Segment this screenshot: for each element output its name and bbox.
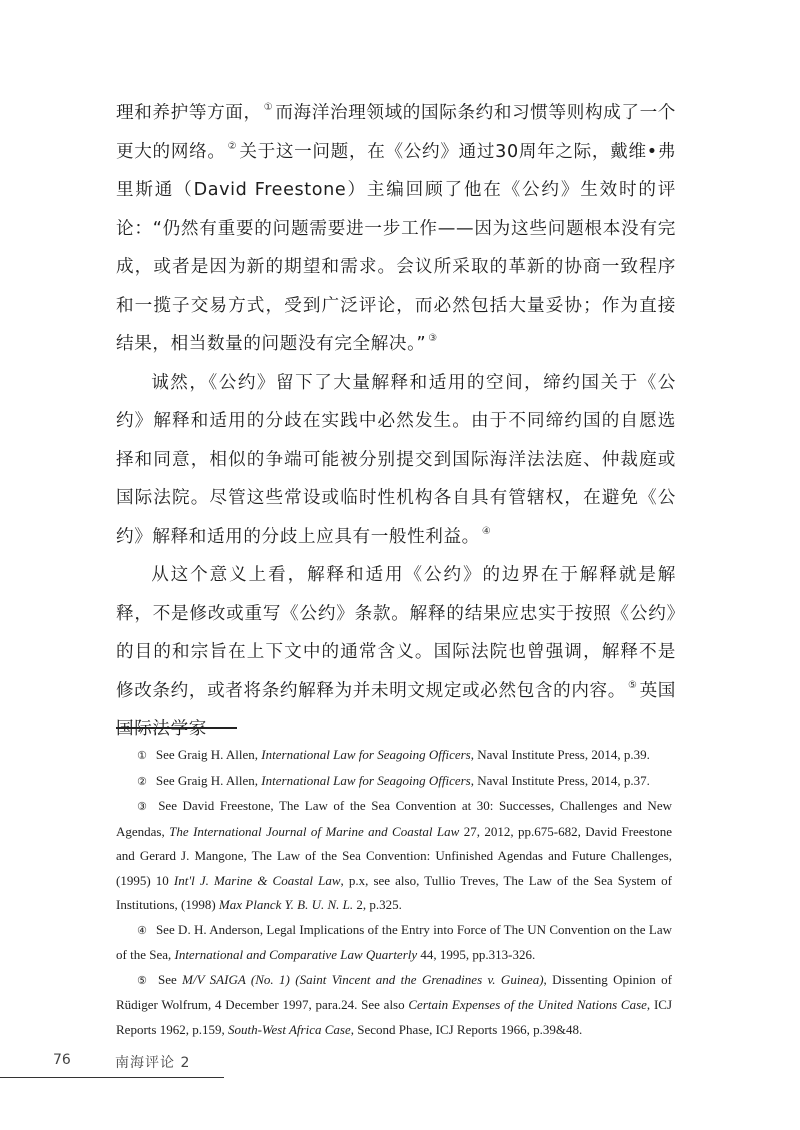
footnote-title: Int'l J. Marine & Coastal Law (173, 872, 341, 888)
footnote-mark: ④ (137, 923, 147, 937)
footnote-text: , p.x, see also, Tullio Treves, The Law of the Sea System of Institutions, (1998) (116, 872, 672, 912)
footnote-text: See D. H. Anderson, Legal Implications of the Entry into Force of The UN Convention on the Law of the Sea, (116, 921, 672, 962)
body-text (116, 94, 676, 749)
footnote-text: , ICJ Reports 1962, p.159, (116, 997, 672, 1037)
footnote-text: , Second Phase, ICJ Reports 1966, p.39&48. (350, 1021, 583, 1037)
footnote-title: South-West Africa Case (227, 1021, 351, 1037)
footnote-title: International and Comparative Law Quarterly (174, 947, 418, 962)
page-number: 76 (53, 1052, 71, 1068)
footnote-title: Certain Expenses of the United Nations Case (408, 997, 647, 1012)
footnote-text: 44, 1995, pp.313-326. (417, 947, 536, 962)
paragraph-1 (116, 94, 676, 364)
footnote-1 (116, 743, 672, 769)
footnote-ref-1[interactable]: ① (263, 102, 274, 113)
footnote-text: See Graig H. Allen, (155, 747, 262, 762)
paragraph-text: 诚然，《公约》留下了大量解释和适用的空间，缔约国关于《公约》解释和适用的分歧在实践中必然发生。由于不同缔约国的自愿选择和同意，相似的争端可能被分别提交到国际海洋法法庭、仲裁庭或国际法院。尽管这些常设或临时性机构各自具有管辖权，在避免《公约》解释和适用的分歧上应具有一般性利益。 (116, 372, 676, 547)
journal-title: 南海评论 2 (115, 1055, 191, 1071)
footnote-text: See (158, 971, 183, 987)
footnote-text: , Dissenting Opinion of Rüdiger Wolfrum, 4 December 1997, para.24. See also (116, 971, 672, 1012)
footnote-ref-2[interactable]: ② (227, 140, 238, 152)
paragraph-3 (116, 556, 676, 749)
footnote-title: The International Journal of Marine and Coastal Law (169, 823, 460, 839)
paragraph-text: 而海洋治理领域的国际条约和习惯等则构成了一个更大的网络。 (116, 103, 676, 162)
paragraph-text: 英国国际法学家 (116, 680, 676, 739)
paragraph-text: 从这个意义上看，解释和适用《公约》的边界在于解释就是解释，不是修改或重写《公约》条款。解释的结果应忠实于按照《公约》的目的和宗旨在上下文中的通常含义。国际法院也曾强调，解释不是修改条约，或者将条约解释为并未明文规定或必然包含的内容。 (116, 565, 676, 701)
footnote-mark: ⑤ (137, 973, 149, 987)
footnote-text: See David Freestone, The Law of the Sea Convention at 30: Successes, Challenges and New Agendas, (116, 798, 672, 839)
footnote-title: International Law for Seagoing Officers (261, 772, 471, 788)
paragraph-2 (116, 364, 676, 557)
footnote-text: 2, p.325. (353, 897, 402, 912)
footnote-mark: ③ (137, 800, 150, 813)
footnote-mark: ② (137, 774, 147, 788)
footnote-ref-4[interactable]: ④ (481, 525, 492, 537)
footnote-text: , Naval Institute Press, 2014, p.39. (470, 747, 650, 762)
footer-rule (0, 1077, 224, 1078)
footnote-ref-5[interactable]: ⑤ (627, 679, 638, 691)
footnote-mark: ① (137, 749, 147, 762)
footnote-ref-3[interactable]: ③ (428, 333, 438, 344)
paragraph-text: 关于这一问题，在《公约》通过30周年之际，戴维•弗里斯通（David Freestone）主编回顾了他在《公约》生效时的评论：“仍然有重要的问题需要进一步工作——因为这些问题根本没有完成，或者是因为新的期望和需求。会议所采取的革新的协商一致程序和一揽子交易方式，受到广泛评论，而必然包括大量妥协；作为直接结果，相当数量的问题没有完全解决。” (116, 141, 676, 354)
footnote-separator (116, 727, 237, 729)
footnote-text: , Naval Institute Press, 2014, p.37. (470, 772, 650, 788)
footnote-text: 27, 2012, pp.675-682, David Freestone and Gerard J. Mangone, The Law of the Sea Convention: Unfinished Agendas and Future Challenges, (1995) 10 (116, 823, 672, 888)
footnote-3 (116, 794, 672, 918)
footnote-4 (116, 918, 672, 968)
footnote-title: M/V SAIGA (No. 1) (Saint Vincent and the Grenadines v. Guinea) (182, 971, 544, 987)
footnotes (116, 743, 672, 1042)
footnote-title: Max Planck Y. B. U. N. L. (218, 897, 354, 912)
paragraph-text: 理和养护等方面， (116, 103, 262, 123)
footnote-2 (116, 769, 672, 795)
footnote-5 (116, 968, 672, 1043)
footnote-text: See Graig H. Allen, (155, 772, 262, 788)
footnote-title: International Law for Seagoing Officers (261, 747, 471, 762)
